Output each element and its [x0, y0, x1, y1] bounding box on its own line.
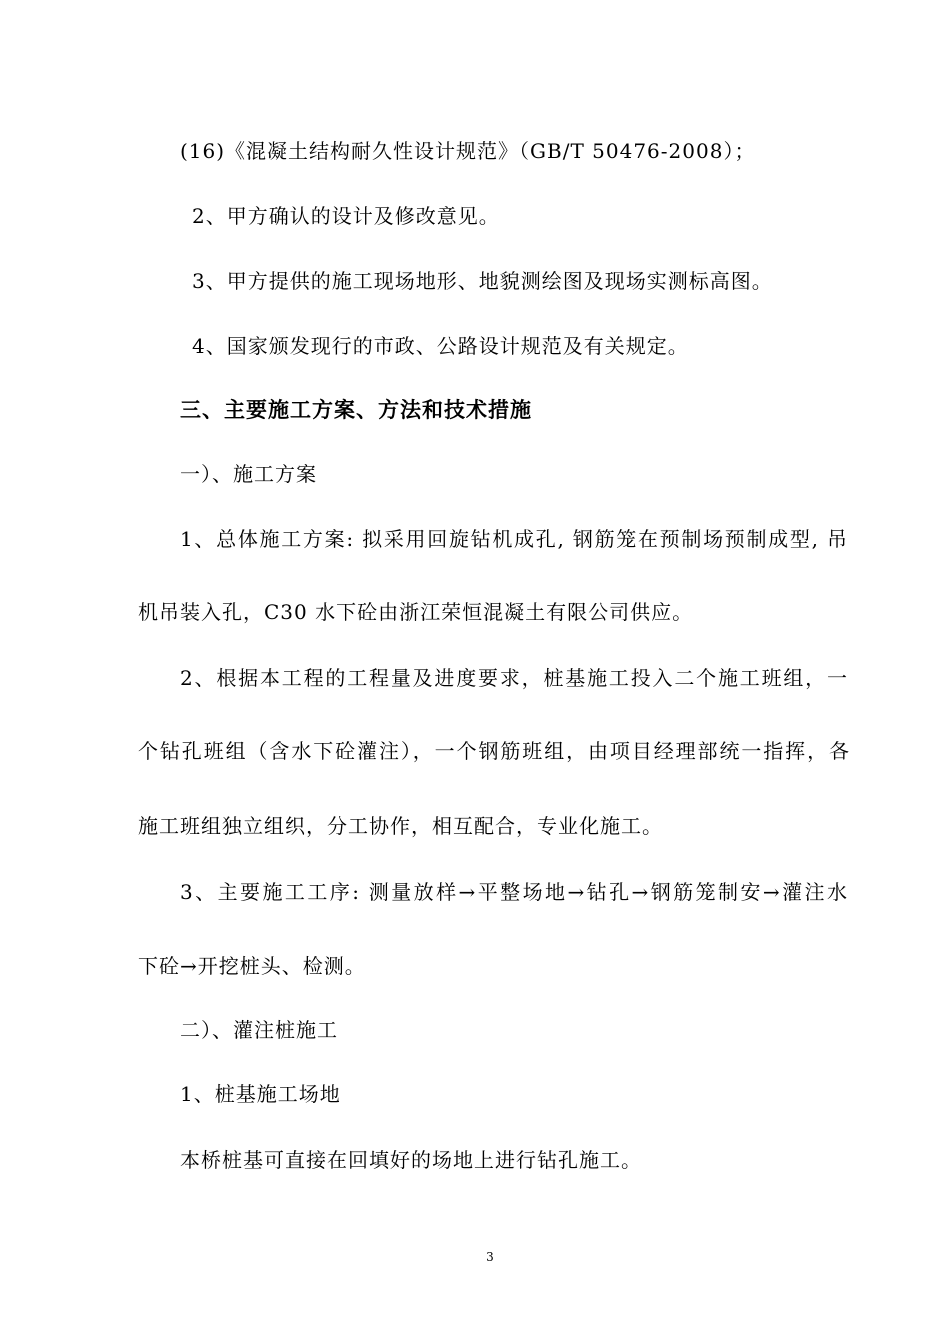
- subsection-heading-2: 二）、灌注桩施工: [180, 1018, 338, 1042]
- paragraph-3-line-2: 下砼→开挖桩头、检测。: [138, 954, 366, 978]
- paragraph-2-line-2: 个钻孔班组（含水下砼灌注），一个钢筋班组，由项目经理部统一指挥，各: [138, 739, 850, 763]
- subsection-item-1: 1、桩基施工场地: [180, 1082, 341, 1106]
- list-item-2: 2、甲方确认的设计及修改意见。: [192, 204, 500, 228]
- paragraph-3-line-1: 3、主要施工工序: 测量放样→平整场地→钻孔→钢筋笼制安→灌注水: [180, 880, 848, 904]
- paragraph-2-line-3: 施工班组独立组织，分工协作，相互配合，专业化施工。: [138, 814, 663, 838]
- subsection-heading-1: 一）、施工方案: [180, 462, 317, 486]
- reference-item-16: (16)《混凝土结构耐久性设计规范》（GB/T 50476-2008）；: [180, 139, 756, 163]
- subsection-item-1-text: 本桥桩基可直接在回填好的场地上进行钻孔施工。: [180, 1148, 642, 1172]
- paragraph-1-line-1: 1、总体施工方案: 拟采用回旋钻机成孔, 钢筋笼在预制场预制成型, 吊: [180, 527, 848, 551]
- paragraph-2-line-1: 2、根据本工程的工程量及进度要求，桩基施工投入二个施工班组，一: [180, 666, 848, 690]
- list-item-4: 4、国家颁发现行的市政、公路设计规范及有关规定。: [192, 334, 689, 358]
- list-item-3: 3、甲方提供的施工现场地形、地貌测绘图及现场实测标高图。: [192, 269, 773, 293]
- section-heading: 三、主要施工方案、方法和技术措施: [180, 398, 532, 422]
- paragraph-1-line-2: 机吊装入孔，C30 水下砼由浙江荣恒混凝土有限公司供应。: [138, 600, 694, 624]
- page-number: 3: [486, 1250, 494, 1264]
